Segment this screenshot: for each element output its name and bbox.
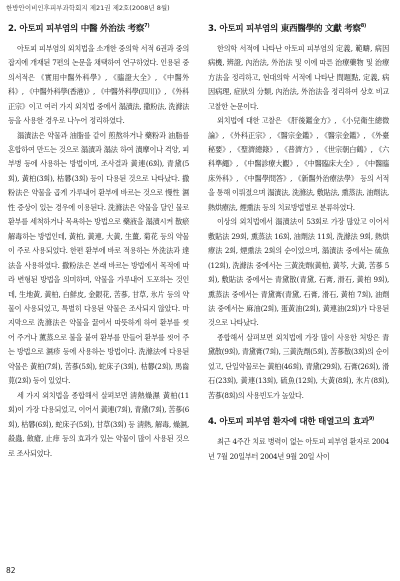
paragraph: 세 가지 외치법을 종합해서 살펴보면 淸熱燥濕 黃柏(11회)이 가장 다용되었고, 이어서 黃連(7회), 青黛(7회), 苦蔘(6회), 枯礬(6회), 蛇床子(5회), 甘草(3회) 등 淸熱, 解毒, 燥濕, 殺蟲, 斂瘡, 止痒 등의 효과가 있는 약물이 많이 사용된 것으로 조사되었다. xyxy=(8,390,189,458)
section-title xyxy=(208,20,389,36)
section-title xyxy=(208,413,389,429)
section-ref: 7) xyxy=(144,23,150,29)
paragraph: 종합해서 살펴보면 외치법에 가장 많이 사용한 처방은 青黛散(9회), 青黛膏(7회), 三黃洗劑(5회), 苦蔘散(3회)의 순이었고, 단일약물로는 黃柏(46회), 青黛(29회), 石膏(26회), 滑石(23회), 黃連(13회), 硫魚(12회), 大黃(8회), 氷片(8회), 苦蔘(8회)의 사용빈도가 높았다. xyxy=(208,332,389,400)
paragraph: 溻漬法은 약물과 油脂를 같이 煎熬하거나 藥粉과 油脂를 혼합하여 만드는 것으로 溻漬과 溻法 하여 漬摩이나 격양, 피부병 등에 사용하는 방법이며, 조사결과 黃連(6회), 青黛(5회), 黃柏(3회), 枯礬(3회) 등이 다용된 것으로 나타났다. 撒粉法은 약물을 곱게 가루내어 환부에 바르는 것으로 慢性 濕性 증상이 있는 경우에 이용된다. 洗滌法은 약물을 달인 물로 환부를 세척하거나 목욕하는 방법으로 藥液을 溻漬시켜 散瘀解毒하는 방법인데, 黃柏, 黃連, 大黃, 生薑, 菊花 등의 약물이 주로 사용되었다. 한편 환부에 바로 적용하는 外洗法과 達法을 사용하였다. 撒粉法은 본래 바르는 방법에서 목적에 따라 변형된 방법을 의미하며, 약물을 가루내어 도포하는 것인데, 生地黃, 黃柏, 白鮮皮, 金銀花, 苦蔘, 甘草, 氷片 등의 약물이 사용되었고, 특별히 다용된 약물은 조사되지 않았다. 마지막으로 洗滌法은 약물을 끓여서 따뜻하게 하여 환부를 씻어 주거나 薰蒸으로 불을 붙여 환부를 만들어 환부를 씻어 주는 방법으로 濕疹 등에 사용하는 방법이다. 洗滌法에 다용된 약물은 黃柏(7회), 苦蔘(5회), 蛇床子(3회), 枯礬(2회), 馬齒莧(2회) 등이 있었다. xyxy=(8,130,189,386)
journal-header: 한방안이비인후피부과학회지 제21권 제2호(2008년 8월) xyxy=(6,4,170,12)
section-title-text: 4. 아토피 피부염 환자에 대한 태열고의 효과 xyxy=(208,417,369,428)
paragraph: 아토피 피부염의 외치법을 소개한 중의학 서적 6권과 중의잡지에 개재된 7편의 논문을 채택하여 연구하였다. 인용된 중의서적은 《實用中醫外科學》, 《臨證大全》, 《中醫外科》, 《中醫外科學(香港)》, 《中醫外科學(四川)》, 《外科正宗》이고 여러 가지 외치법 중에서 溻漬法, 撒粉法, 洗滌法 등을 사용한 경우로 나누어 정리하였다. xyxy=(8,43,189,126)
section-title xyxy=(8,20,189,36)
paragraph: 최근 4주간 치료 병력이 없는 아토피 피부염 환자로 2004년 7월 20일부터 2004년 9월 20일 사이 xyxy=(208,437,389,461)
section-ref: 8) xyxy=(360,23,366,29)
section-title-text: 2. 아토피 피부염의 中醫 外治法 考察 xyxy=(8,23,145,34)
paragraph: 한의학 서적에 나타난 아토피 피부염의 定義, 範疇, 病因病機, 辨證, 內治法, 外治法 및 이에 따른 治療藥物 및 治療方法을 정리하고, 현대의학 서적에 나타난 問題點, 定義, 病因病理, 症狀의 分類, 內治法, 外治法을 정리하여 상호 비교 고찰한 논문이다. xyxy=(208,43,389,111)
left-column xyxy=(8,20,189,461)
right-column xyxy=(208,20,389,464)
section-title-text: 3. 아토피 피부염의 東西醫學的 文獻 考察 xyxy=(208,23,361,34)
paragraph: 외치법에 대한 고찰은 《肝後鑑金方》, 《小兒衛生總微論》, 《外科正宗》, 《醫宗金鑑》, 《醫宗金鑑》, 《外臺秘要》, 《聖濟總錄》, 《普濟方》, 《世宗朝白鶴》, 《六科準繩》, 《中醫診療大觀》, 《中醫臨床大全》, 《中醫臨床外科》, 《中醫學問答》, 《新醫外治療法學》 등의 서적을 통해 이뤄졌으며 溻漬法, 洗滌法, 敷貼法, 熏蒸法, 油劑法, 熱烘療法, 煙熏法 등의 치료방법별로 분류하였다. xyxy=(208,116,389,212)
page-number: 82 xyxy=(6,566,16,575)
section-ref: 9) xyxy=(368,416,374,423)
paragraph: 이상의 외치법에서 溻漬法이 53회로 가장 많았고 이어서 敷貼法 29회, 熏蒸法 16회, 油劑法 11회, 洗滌法 9회, 熱烘療法 2회, 煙熏法 2회의 순이었으며, 溻漬法 중에서는 硫魚(12회), 洗滌法 중에서는 三黃洗劑(黃柏, 黃芩, 大黃, 苦蔘 5회), 敷貼法 중에서는 青黛散(青黛, 石膏, 滑石, 黃柏 9회), 熏蒸法 중에서는 青黛膏(青黛, 石膏, 滑石, 黃柏 7회), 油劑法 중에서는 麻油(2회), 蛋黃油(2회), 黃連油(2회)가 다용된 것으로 나타났다. xyxy=(208,217,389,328)
